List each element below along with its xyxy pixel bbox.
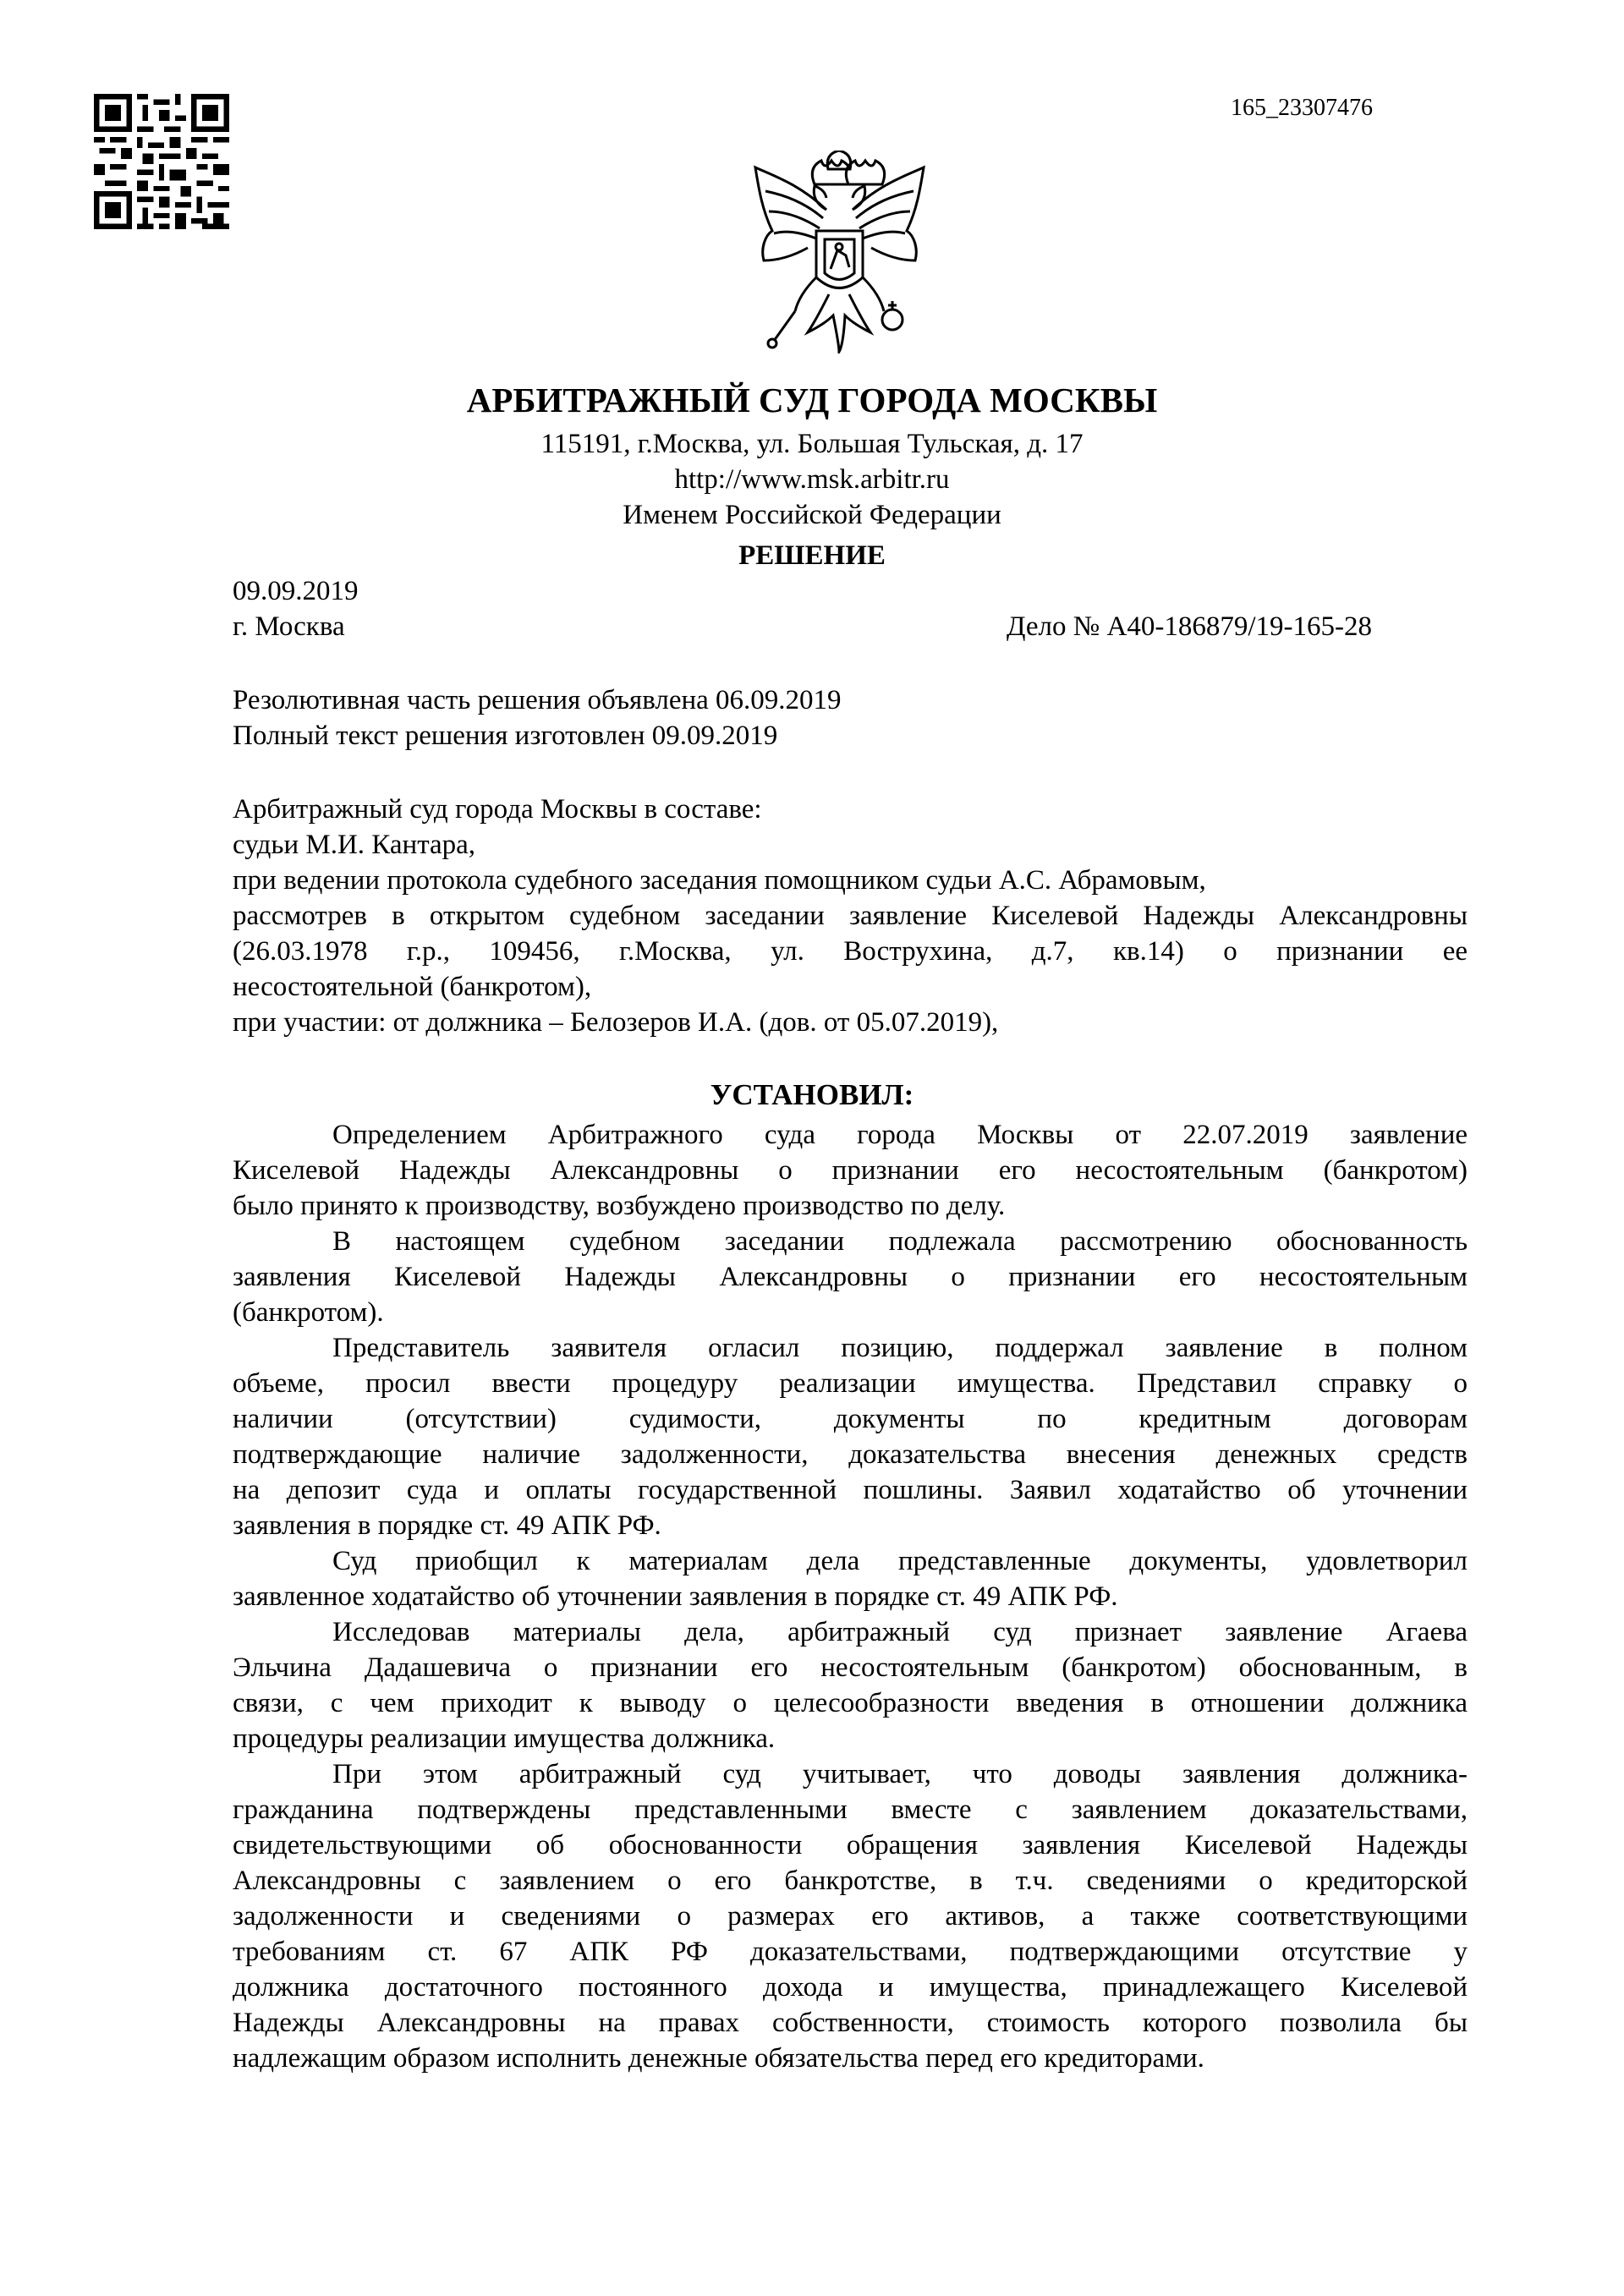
paragraph-line: заявленное ходатайство об уточнении заявления в порядке ст. 49 АПК РФ.	[233, 1581, 1118, 1612]
paragraph-line: подтверждающие наличие задолженности, доказательства внесения денежных средств	[233, 1439, 1468, 1470]
paragraph-line: заявления в порядке ст. 49 АПК РФ.	[233, 1510, 661, 1541]
announced-date: Резолютивная часть решения объявлена 06.09.2019	[233, 685, 842, 715]
document-id: 165_23307476	[1231, 95, 1373, 121]
paragraph-line: гражданина подтверждены представленными вместе с заявлением доказательствами,	[233, 1795, 1468, 1825]
paragraph-line: было принято к производству, возбуждено производство по делу.	[233, 1191, 1006, 1221]
intro-line: (26.03.1978 г.р., 109456, г.Москва, ул. Вострухина, д.7, кв.14) о признании ее	[233, 936, 1468, 967]
paragraph-line: Определением Арбитражного суда города Москвы от 22.07.2019 заявление	[332, 1120, 1468, 1150]
paragraph-line: на депозит суда и оплаты государственной пошлины. Заявил ходатайство об уточнении	[233, 1475, 1468, 1505]
decision-city: г. Москва	[233, 611, 345, 642]
intro-line: Арбитражный суд города Москвы в составе:	[233, 794, 762, 825]
paragraph-line: наличии (отсутствии) судимости, документы по кредитным договорам	[233, 1404, 1468, 1434]
paragraph-line: задолженности и сведениями о размерах его активов, а также соответствующими	[233, 1901, 1468, 1932]
paragraph-line: Александровны с заявлением о его банкротстве, в т.ч. сведениями о кредиторской	[233, 1866, 1468, 1896]
paragraph-line: Суд приобщил к материалам дела представленные документы, удовлетворил	[332, 1546, 1468, 1576]
qr-code-icon	[94, 94, 229, 229]
court-address: 115191, г.Москва, ул. Большая Тульская, д. 17	[540, 429, 1084, 459]
paragraph-line: Представитель заявителя огласил позицию, поддержал заявление в полном	[332, 1333, 1468, 1363]
case-number: Дело № А40-186879/19-165-28	[1007, 611, 1372, 642]
paragraph-line: Исследовав материалы дела, арбитражный суд признает заявление Агаева	[332, 1617, 1468, 1647]
intro-line: при ведении протокола судебного заседания помощником судьи А.С. Абрамовым,	[233, 865, 1206, 896]
intro-line: при участии: от должника – Белозеров И.А. (дов. от 05.07.2019),	[233, 1007, 999, 1038]
decision-body	[233, 1118, 1468, 2077]
court-name: АРБИТРАЖНЫЙ СУД ГОРОДА МОСКВЫ	[466, 381, 1158, 419]
paragraph-line: связи, с чем приходит к выводу о целесообразности введения в отношении должника	[233, 1688, 1468, 1718]
paragraph-line: (банкротом).	[233, 1297, 384, 1328]
paragraph-line: должника достаточного постоянного дохода и имущества, принадлежащего Киселевой	[233, 1972, 1468, 2003]
full-text-date: Полный текст решения изготовлен 09.09.2019	[233, 721, 778, 751]
paragraph-line: надлежащим образом исполнить денежные обязательства перед его кредиторами.	[233, 2043, 1204, 2074]
paragraph-line: процедуры реализации имущества должника.	[233, 1723, 776, 1754]
coat-of-arms-icon	[749, 151, 930, 353]
paragraph-line: При этом арбитражный суд учитывает, что доводы заявления должника-	[332, 1759, 1468, 1789]
paragraph-line: Эльчина Дадашевича о признании его несостоятельным (банкротом) обоснованным, в	[233, 1652, 1468, 1683]
paragraph-line: Надежды Александровны на правах собственности, стоимость которого позволила бы	[233, 2008, 1468, 2038]
intro-line: судьи М.И. Кантара,	[233, 830, 476, 860]
section-title: УСТАНОВИЛ:	[710, 1078, 914, 1111]
paragraph-line: требованиям ст. 67 АПК РФ доказательствами, подтверждающими отсутствие у	[233, 1937, 1468, 1967]
paragraph-line: В настоящем судебном заседании подлежала рассмотрению обоснованность	[332, 1226, 1468, 1257]
intro-line: рассмотрев в открытом судебном заседании заявление Киселевой Надежды Александровны	[233, 901, 1468, 931]
decision-title: РЕШЕНИЕ	[738, 540, 886, 571]
court-url: http://www.msk.arbitr.ru	[674, 464, 950, 495]
in-name-of-federation: Именем Российской Федерации	[623, 500, 1001, 530]
paragraph-line: заявления Киселевой Надежды Александровны о признании его несостоятельным	[233, 1262, 1468, 1292]
intro-line: несостоятельной (банкротом),	[233, 972, 592, 1002]
decision-date: 09.09.2019	[233, 576, 359, 606]
paragraph-line: Киселевой Надежды Александровны о признании его несостоятельным (банкротом)	[233, 1155, 1468, 1186]
paragraph-line: свидетельствующими об обоснованности обращения заявления Киселевой Надежды	[233, 1830, 1468, 1860]
paragraph-line: объеме, просил ввести процедуру реализации имущества. Представил справку о	[233, 1368, 1468, 1399]
intro-block	[233, 792, 1468, 1041]
